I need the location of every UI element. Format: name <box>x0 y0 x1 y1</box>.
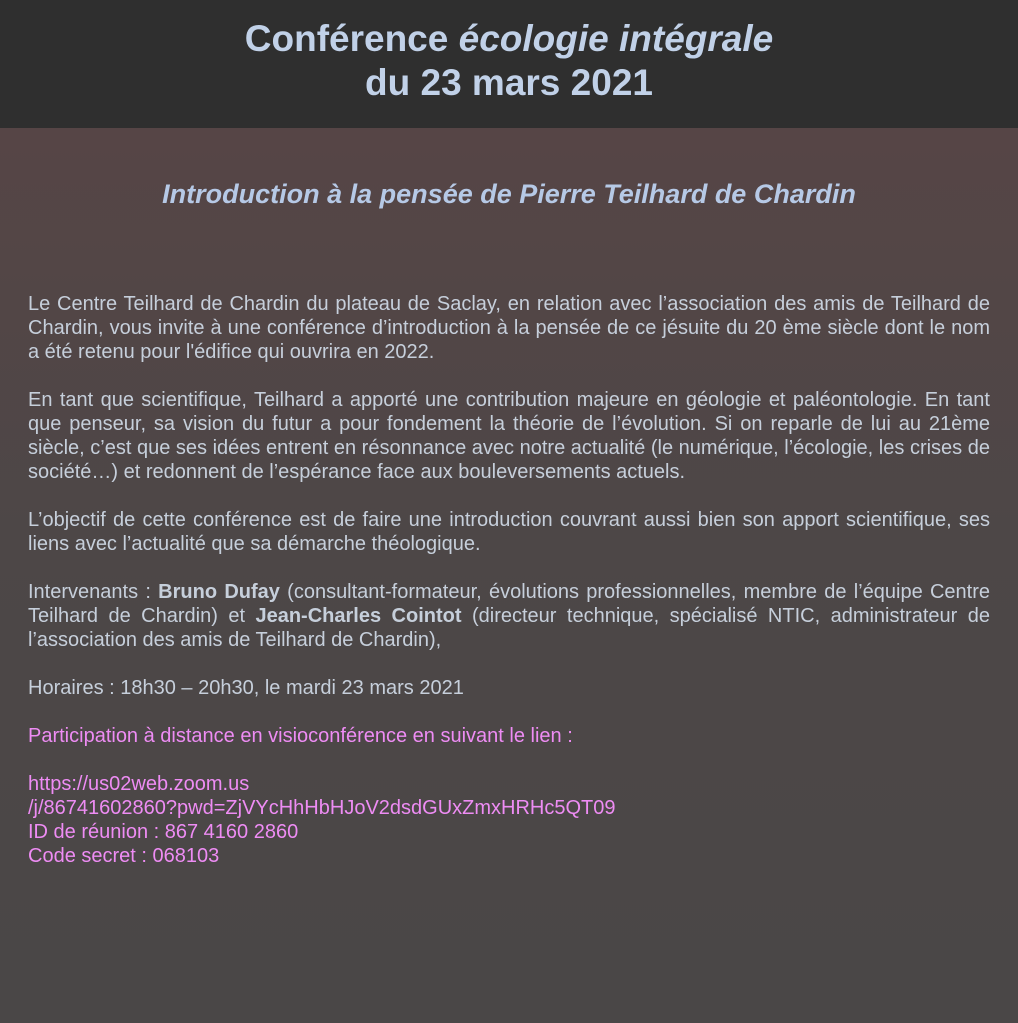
speakers-paragraph <box>28 580 990 652</box>
zoom-link-line2[interactable]: /j/86741602860?pwd=ZjVYcHhHbHJoV2dsdGUxZmxHRHc5QT09 <box>28 797 616 819</box>
paragraph-scientist: En tant que scientifique, Teilhard a apporté une contribution majeure en géologie et paléontologie. En tant que penseur, sa vision du futur a pour fondement la théorie de l’évolution. Si on reparle de lui au 21ème siècle, c’est que ses idées entrent en résonnance avec notre actualité (le numérique, l’écologie, les crises de société…) et redonnent de l’espérance face aux bouleversements actuels. <box>28 389 990 483</box>
participation-text: Participation à distance en visioconférence en suivant le lien : <box>28 725 573 747</box>
page-header <box>0 0 1018 128</box>
paragraph-objective: L’objectif de cette conférence est de faire une introduction couvrant aussi bien son apport scientifique, ses liens avec l’actualité que sa démarche théologique. <box>28 509 990 555</box>
meeting-id: ID de réunion : 867 4160 2860 <box>28 821 299 843</box>
page-title <box>0 17 1018 61</box>
speaker1-name: Bruno Dufay <box>158 581 280 603</box>
schedule: Horaires : 18h30 – 20h30, le mardi 23 mars 2021 <box>28 677 464 699</box>
title-italic: écologie intégrale <box>458 18 774 59</box>
speakers-intro: Intervenants : <box>28 581 159 603</box>
main-content <box>0 128 1018 1023</box>
zoom-link-line1[interactable]: https://us02web.zoom.us <box>28 773 250 795</box>
title-prefix: Conférence <box>244 18 459 59</box>
title-date: du 23 mars 2021 <box>365 62 653 103</box>
zoom-link-block <box>28 772 990 868</box>
speaker2-name: Jean-Charles Cointot <box>255 605 462 627</box>
paragraph-intro: Le Centre Teilhard de Chardin du plateau de Saclay, en relation avec l’association des amis de Teilhard de Chardin, vous invite à une conférence d’introduction à la pensée de ce jésuite du 20 ème siècle dont le nom a été retenu pour l'édifice qui ouvrira en 2022. <box>28 293 990 363</box>
speaker2-desc: (directeur technique, spécialisé NTIC, administrateur de l’association des amis de Teilhard de Chardin), <box>28 605 990 651</box>
secret-code: Code secret : 068103 <box>28 845 220 867</box>
subtitle: Introduction à la pensée de Pierre Teilhard de Chardin <box>162 179 856 209</box>
speaker1-desc: (consultant-formateur, évolutions professionnelles, membre de l’équipe Centre Teilhard de Chardin) et <box>28 581 991 627</box>
